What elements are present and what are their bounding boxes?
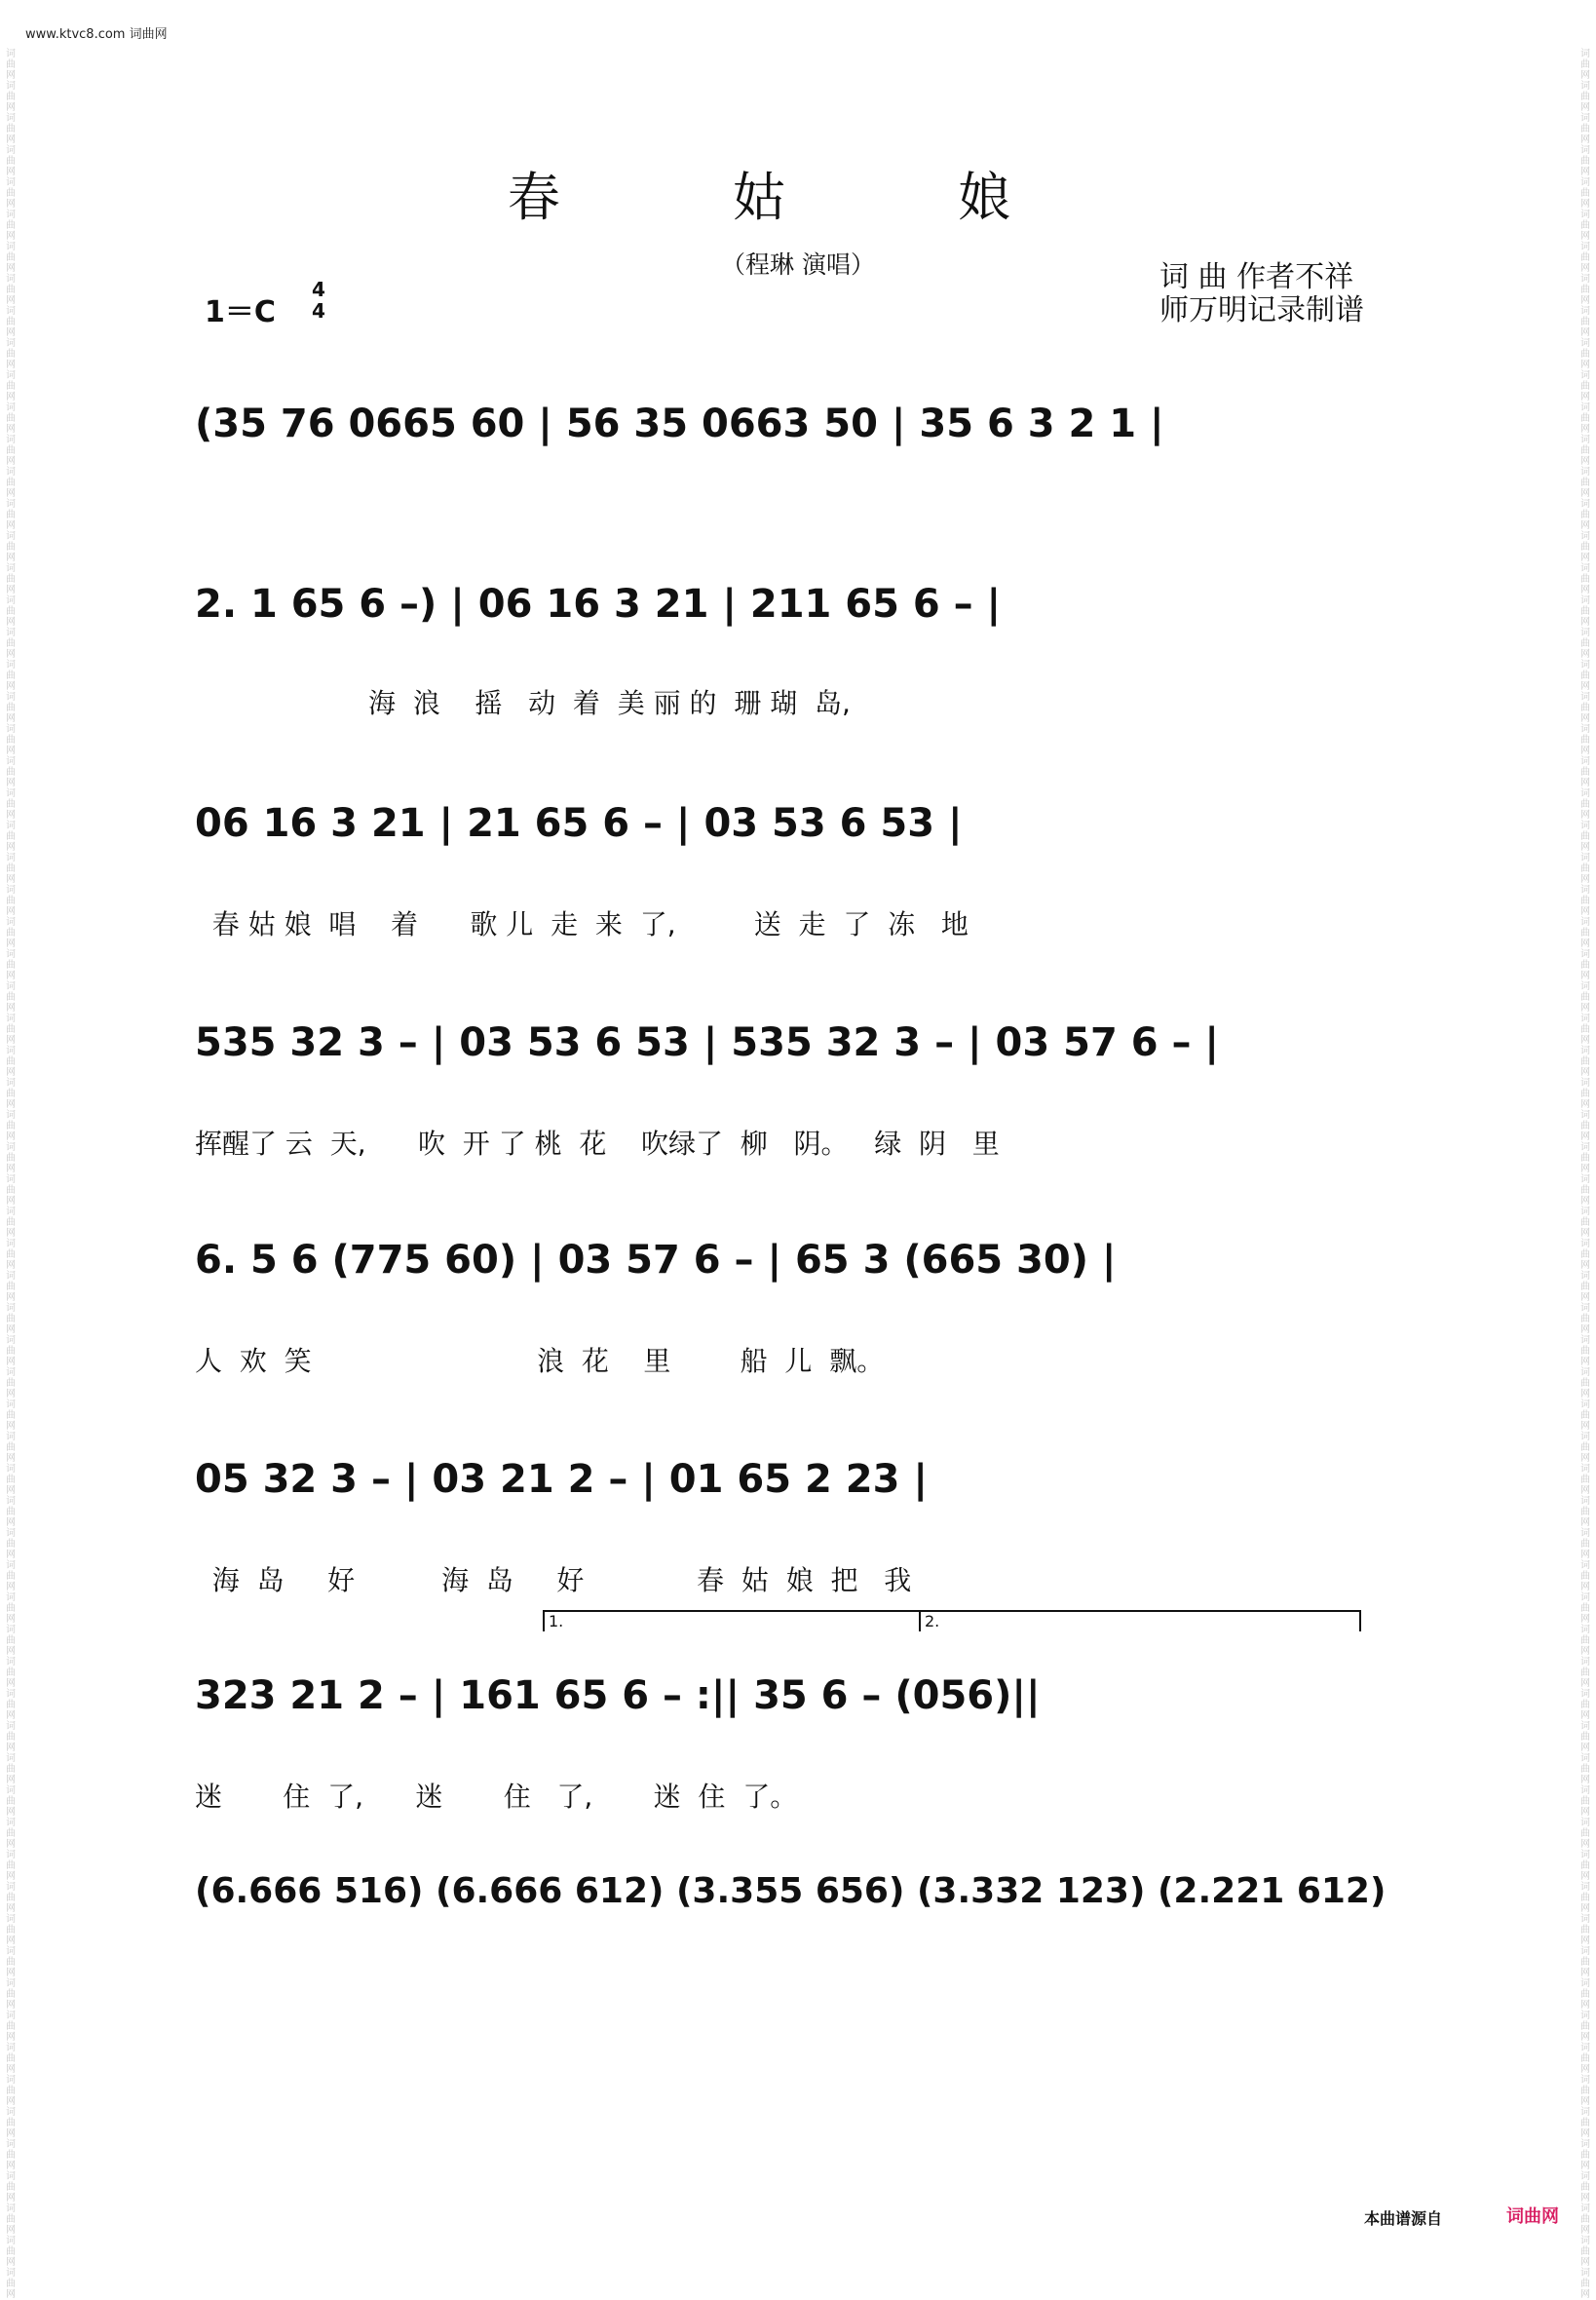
notation-line: 535 32 3 – | 03 53 6 53 | 535 32 3 – | 03 57 6 – |: [195, 1020, 1219, 1065]
time-signature-top: 4: [312, 278, 325, 301]
staff-system-1: [195, 385, 1354, 463]
key-signature: 1＝C: [205, 295, 276, 329]
side-watermark-right: 词曲网词曲网词曲网词曲网词曲网词曲网词曲网词曲网词曲网词曲网词曲网词曲网词曲网词曲网词曲网词曲网词曲网词曲网词曲网词曲网词曲网词曲网词曲网词曲网词曲网词曲网词曲网词曲网词曲网词曲网词曲网词曲网词曲网词曲网词曲网词曲网词曲网词曲网词曲网词曲网词曲网词曲网词曲网词曲网词曲网词曲网词曲网词曲网词曲网词曲网词曲网词曲网词曲网词曲网词曲网词曲网词曲网词曲网词曲网词曲网词曲网词曲网词曲网词曲网词曲网词曲网词曲网词曲网词曲网词曲网: [1580, 49, 1590, 2300]
lyrics-line: 人 欢 笑 浪 花 里 船 儿 飘。: [195, 1345, 885, 1377]
lyrics-line: 挥醒了 云 天, 吹 开 了 桃 花 吹绿了 柳 阴。 绿 阴 里: [195, 1128, 1000, 1160]
lyrics-line: 海 岛 好 海 岛 好 春 姑 娘 把 我: [195, 1564, 912, 1596]
volta-second-ending: [919, 1610, 1361, 1631]
lyrics-line: 迷 住 了, 迷 住 了, 迷 住 了。: [195, 1781, 798, 1813]
credit-line-1: 词 曲 作者不祥: [1159, 260, 1354, 294]
staff-system-2: [195, 565, 1354, 719]
notation-line: 05 32 3 – | 03 21 2 – | 01 65 2 23 |: [195, 1457, 928, 1502]
notation-line: (6.666 516) (6.666 612) (3.355 656) (3.332 123) (2.221 612): [195, 1870, 1387, 1911]
composer-credits: [1159, 261, 1364, 327]
staff-system-4: [195, 1004, 1354, 1160]
side-watermark-left: 词曲网词曲网词曲网词曲网词曲网词曲网词曲网词曲网词曲网词曲网词曲网词曲网词曲网词曲网词曲网词曲网词曲网词曲网词曲网词曲网词曲网词曲网词曲网词曲网词曲网词曲网词曲网词曲网词曲网词曲网词曲网词曲网词曲网词曲网词曲网词曲网词曲网词曲网词曲网词曲网词曲网词曲网词曲网词曲网词曲网词曲网词曲网词曲网词曲网词曲网词曲网词曲网词曲网词曲网词曲网词曲网词曲网词曲网词曲网词曲网词曲网词曲网词曲网词曲网词曲网词曲网词曲网词曲网词曲网词曲网: [6, 49, 16, 2300]
lyrics-line: 海 浪 摇 动 着 美 丽 的 珊 瑚 岛,: [195, 687, 851, 719]
notation-line: 2. 1 65 6 –) | 06 16 3 21 | 211 65 6 – |: [195, 582, 1002, 627]
volta-first-ending: [543, 1610, 919, 1631]
singer-credit: （程琳 演唱）: [721, 250, 875, 279]
volta-first-label: 1.: [549, 1612, 564, 1630]
notation-line: 06 16 3 21 | 21 65 6 – | 03 53 6 53 |: [195, 801, 963, 846]
staff-system-5: [195, 1221, 1354, 1377]
notation-line: (35 76 0665 60 | 56 35 0663 50 | 35 6 3 2 1 |: [195, 402, 1164, 446]
staff-system-6: [195, 1440, 1354, 1596]
staff-system-8: [195, 1852, 1387, 1930]
song-title: 春 姑 娘: [507, 167, 1089, 228]
staff-system-7: [195, 1657, 1354, 1813]
site-label[interactable]: www.ktvc8.com 词曲网: [25, 27, 168, 42]
notation-line: 323 21 2 – | 161 65 6 – :|| 35 6 – (056)||: [195, 1673, 1041, 1718]
credit-line-2: 师万明记录制谱: [1159, 293, 1364, 327]
lyrics-line: 春 姑 娘 唱 着 歌 儿 走 来 了, 送 走 了 冻 地: [195, 908, 969, 940]
time-signature-bottom: 4: [312, 299, 325, 323]
volta-second-label: 2.: [925, 1612, 940, 1630]
footer-brand-link[interactable]: 词曲网: [1506, 2206, 1559, 2227]
footer-source-label: 本曲谱源自: [1364, 2209, 1443, 2228]
notation-line: 6. 5 6 (775 60) | 03 57 6 – | 65 3 (665 30) |: [195, 1238, 1117, 1283]
time-signature: [312, 279, 325, 322]
staff-system-3: [195, 785, 1354, 940]
